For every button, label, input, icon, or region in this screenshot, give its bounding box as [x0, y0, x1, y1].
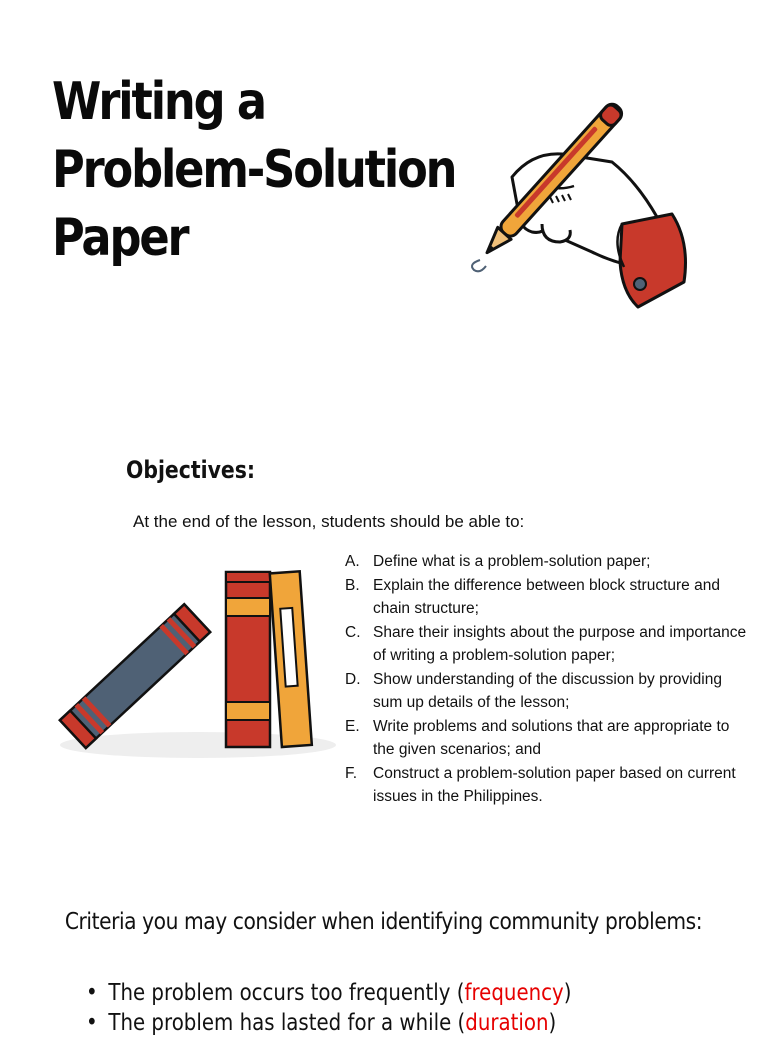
list-item: E. Write problems and solutions that are appropriate to the given scenarios; and [345, 717, 730, 758]
objectives-intro: At the end of the lesson, students should be able to: [133, 512, 525, 531]
objectives-heading: Objectives: [126, 456, 256, 484]
criteria-text: Criteria you may consider when identifying community problems: [64, 909, 703, 935]
keyword-highlight: duration [465, 1010, 549, 1036]
keyword-highlight: frequency [464, 980, 564, 1006]
title-line-1: Writing a [52, 72, 265, 132]
list-item: • The problem occurs too frequently (frequency) [86, 980, 572, 1006]
list-item: B. Explain the difference between block structure and chain structure; [345, 576, 720, 617]
list-item: D. Show understanding of the discussion by providing sum up details of the lesson; [345, 670, 722, 711]
list-item: • The problem has lasted for a while (duration) [86, 1010, 557, 1036]
title-line-2: Problem-Solution [52, 140, 456, 200]
page-title [52, 68, 456, 272]
bullet-icon: • [86, 980, 98, 1006]
criteria-bullets [86, 978, 650, 1038]
bullet-icon: • [86, 1010, 98, 1036]
list-item: C. Share their insights about the purpose and importance of writing a problem-solution paper; [345, 623, 747, 664]
hand-writing-pen-icon [462, 92, 702, 322]
title-line-3: Paper [52, 208, 188, 268]
books-icon [58, 562, 338, 767]
criteria-paragraph [49, 906, 719, 938]
objectives-list [345, 550, 755, 809]
list-item: A. Define what is a problem-solution paper; [345, 553, 651, 570]
list-item: F. Construct a problem-solution paper based on current issues in the Philippines. [345, 764, 736, 805]
